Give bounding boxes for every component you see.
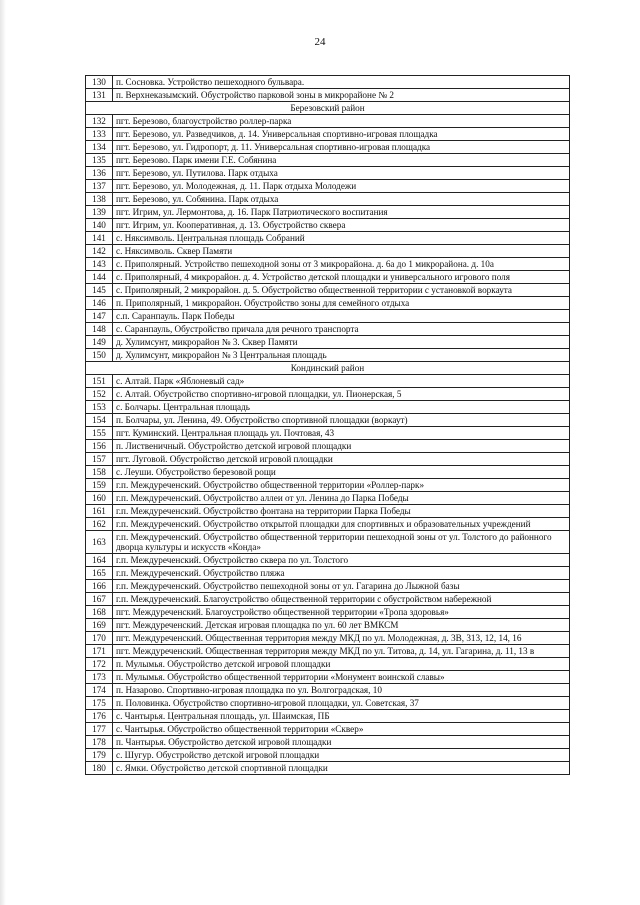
row-description: с. Приполярный, 4 микрорайон. д. 4. Устройство детской площадки и универсального игрового поля	[113, 271, 570, 284]
row-description: с. Приполярный, 2 микрорайон. д. 5. Обустройство общественной территории с установкой воркаута	[113, 284, 570, 297]
table-row	[86, 440, 570, 453]
row-description: г.п. Междуреченский. Обустройство пешеходной зоны от ул. Гагарина до Лыжной базы	[113, 580, 570, 593]
row-description: п. Мулымья. Обустройство детской игровой площадки	[113, 658, 570, 671]
row-number: 132	[86, 115, 113, 128]
row-number: 176	[86, 710, 113, 723]
table-row	[86, 76, 570, 89]
row-description: д. Хулимсунт, микрорайон № 3. Сквер Памяти	[113, 336, 570, 349]
table-row	[86, 154, 570, 167]
row-description: п. Верхнеказымский. Обустройство парковой зоны в микрорайоне № 2	[113, 89, 570, 102]
row-description: с. Болчары. Центральная площадь	[113, 401, 570, 414]
row-number: 147	[86, 310, 113, 323]
projects-table	[85, 75, 570, 775]
table-row	[86, 323, 570, 336]
table-row	[86, 697, 570, 710]
table-row	[86, 388, 570, 401]
table-row	[86, 414, 570, 427]
row-number: 140	[86, 219, 113, 232]
section-header-row	[86, 102, 570, 115]
row-number: 163	[86, 531, 113, 554]
section-title: Березовский район	[86, 102, 570, 115]
table-row	[86, 505, 570, 518]
table-row	[86, 89, 570, 102]
row-description: п. Мулымья. Обустройство общественной территории «Монумент воинской славы»	[113, 671, 570, 684]
table-row	[86, 180, 570, 193]
table-row	[86, 115, 570, 128]
row-description: с. Алтай. Обустройство спортивно-игровой площадки, ул. Пионерская, 5	[113, 388, 570, 401]
row-description: пгт. Междуреченский. Общественная территория между МКД по ул. Молодежная, д. 3В, 313, 12, 14, 16	[113, 632, 570, 645]
row-number: 150	[86, 349, 113, 362]
row-number: 157	[86, 453, 113, 466]
row-number: 161	[86, 505, 113, 518]
row-number: 143	[86, 258, 113, 271]
row-number: 138	[86, 193, 113, 206]
scan-edge-shadow	[0, 0, 6, 905]
page-number: 24	[314, 36, 326, 48]
table-row	[86, 349, 570, 362]
section-header-row	[86, 362, 570, 375]
table-row	[86, 479, 570, 492]
table-row	[86, 453, 570, 466]
row-number: 139	[86, 206, 113, 219]
section-title: Кондинский район	[86, 362, 570, 375]
table-row	[86, 518, 570, 531]
row-number: 142	[86, 245, 113, 258]
table-row	[86, 531, 570, 554]
row-number: 165	[86, 567, 113, 580]
row-number: 169	[86, 619, 113, 632]
row-description: г.п. Междуреченский. Обустройство аллеи от ул. Ленина до Парка Победы	[113, 492, 570, 505]
row-number: 141	[86, 232, 113, 245]
row-description: пгт. Междуреченский. Благоустройство общественной территории «Тропа здоровья»	[113, 606, 570, 619]
row-description: п. Лиственичный. Обустройство детской игровой площадки	[113, 440, 570, 453]
row-description: пгт. Березово, благоустройство роллер-парка	[113, 115, 570, 128]
row-description: г.п. Междуреченский. Обустройство фонтана на территории Парка Победы	[113, 505, 570, 518]
table-row	[86, 141, 570, 154]
row-number: 172	[86, 658, 113, 671]
table-row	[86, 167, 570, 180]
row-number: 154	[86, 414, 113, 427]
row-number: 133	[86, 128, 113, 141]
row-description: г.п. Междуреченский. Благоустройство общественной территории с обустройством набережной	[113, 593, 570, 606]
row-number: 167	[86, 593, 113, 606]
table-row	[86, 206, 570, 219]
table-row	[86, 219, 570, 232]
table-row	[86, 284, 570, 297]
table-row	[86, 232, 570, 245]
row-description: пгт. Березово. Парк имени Г.Е. Собянина	[113, 154, 570, 167]
row-description: пгт. Междуреченский. Общественная территория между МКД по ул. Титова, д. 14, ул. Гагарина, д. 11, 13 в	[113, 645, 570, 658]
row-number: 155	[86, 427, 113, 440]
row-description: пгт. Куминский. Центральная площадь ул. Почтовая, 43	[113, 427, 570, 440]
table-row	[86, 580, 570, 593]
table-row	[86, 193, 570, 206]
row-description: пгт. Березово, ул. Молодежная, д. 11. Парк отдыха Молодежи	[113, 180, 570, 193]
row-description: п. Назарово. Спортивно-игровая площадка по ул. Волгоградская, 10	[113, 684, 570, 697]
row-description: пгт. Березово, ул. Собянина. Парк отдыха	[113, 193, 570, 206]
table-row	[86, 736, 570, 749]
table-row	[86, 723, 570, 736]
table-row	[86, 427, 570, 440]
table-row	[86, 684, 570, 697]
row-description: с.п. Саранпауль. Парк Победы	[113, 310, 570, 323]
row-description: с. Няксимволь. Сквер Памяти	[113, 245, 570, 258]
row-number: 173	[86, 671, 113, 684]
row-description: с. Леуши. Обустройство березовой рощи	[113, 466, 570, 479]
table-row	[86, 632, 570, 645]
table-row	[86, 658, 570, 671]
row-description: с. Саранпауль, Обустройство причала для речного транспорта	[113, 323, 570, 336]
row-description: пгт. Березово, ул. Разведчиков, д. 14. Универсальная спортивно-игровая площадка	[113, 128, 570, 141]
row-description: д. Хулимсунт, микрорайон № 3 Центральная площадь	[113, 349, 570, 362]
table-row	[86, 554, 570, 567]
row-description: с. Чантырья. Центральная площадь, ул. Шаимская, ПБ	[113, 710, 570, 723]
row-description: с. Шугур. Обустройство детской игровой площадки	[113, 749, 570, 762]
projects-table-body	[86, 76, 570, 775]
row-description: с. Приполярный. Устройство пешеходной зоны от 3 микрорайона. д. 6а до 1 микрорайона. д. 10а	[113, 258, 570, 271]
row-number: 166	[86, 580, 113, 593]
row-number: 146	[86, 297, 113, 310]
row-number: 158	[86, 466, 113, 479]
row-number: 137	[86, 180, 113, 193]
row-description: г.п. Междуреченский. Обустройство пляжа	[113, 567, 570, 580]
row-description: п. Сосновка. Устройство пешеходного бульвара.	[113, 76, 570, 89]
table-row	[86, 128, 570, 141]
row-description: с. Няксимволь. Центральная площадь Собраний	[113, 232, 570, 245]
table-row	[86, 375, 570, 388]
table-row	[86, 271, 570, 284]
row-description: с. Алтай. Парк «Яблоневый сад»	[113, 375, 570, 388]
row-number: 159	[86, 479, 113, 492]
row-number: 135	[86, 154, 113, 167]
row-description: п. Чантырья. Обустройство детской игровой площадки	[113, 736, 570, 749]
row-number: 175	[86, 697, 113, 710]
row-number: 144	[86, 271, 113, 284]
row-number: 162	[86, 518, 113, 531]
row-number: 131	[86, 89, 113, 102]
row-description: пгт. Березово, ул. Путилова. Парк отдыха	[113, 167, 570, 180]
row-description: г.п. Междуреченский. Обустройство открытой площадки для спортивных и образовательных учреждений	[113, 518, 570, 531]
table-row	[86, 258, 570, 271]
row-number: 170	[86, 632, 113, 645]
row-number: 130	[86, 76, 113, 89]
row-number: 178	[86, 736, 113, 749]
row-number: 156	[86, 440, 113, 453]
table-row	[86, 492, 570, 505]
row-number: 145	[86, 284, 113, 297]
row-number: 149	[86, 336, 113, 349]
table-row	[86, 466, 570, 479]
table-row	[86, 401, 570, 414]
row-description: г.п. Междуреченский. Обустройство общественной территории «Роллер-парк»	[113, 479, 570, 492]
table-row	[86, 567, 570, 580]
row-description: пгт. Игрим, ул. Кооперативная, д. 13. Обустройство сквера	[113, 219, 570, 232]
table-row	[86, 245, 570, 258]
row-number: 160	[86, 492, 113, 505]
row-description: пгт. Междуреченский. Детская игровая площадка по ул. 60 лет ВМКСМ	[113, 619, 570, 632]
table-row	[86, 606, 570, 619]
row-description: с. Чантырья. Обустройство общественной территории «Сквер»	[113, 723, 570, 736]
row-number: 136	[86, 167, 113, 180]
row-number: 180	[86, 762, 113, 775]
row-number: 152	[86, 388, 113, 401]
table-row	[86, 762, 570, 775]
row-number: 171	[86, 645, 113, 658]
table-row	[86, 310, 570, 323]
row-number: 134	[86, 141, 113, 154]
row-number: 153	[86, 401, 113, 414]
row-description: с. Ямки. Обустройство детской спортивной площадки	[113, 762, 570, 775]
row-number: 151	[86, 375, 113, 388]
table-row	[86, 749, 570, 762]
row-number: 174	[86, 684, 113, 697]
table-row	[86, 297, 570, 310]
table-row	[86, 671, 570, 684]
row-description: пгт. Игрим, ул. Лермонтова, д. 16. Парк Патриотического воспитания	[113, 206, 570, 219]
table-row	[86, 619, 570, 632]
row-number: 168	[86, 606, 113, 619]
table-row	[86, 645, 570, 658]
row-description: г.п. Междуреченский. Обустройство сквера по ул. Толстого	[113, 554, 570, 567]
row-description: п. Приполярный, 1 микрорайон. Обустройство зоны для семейного отдыха	[113, 297, 570, 310]
table-row	[86, 710, 570, 723]
row-description: п. Половинка. Обустройство спортивно-игровой площадки, ул. Советская, 37	[113, 697, 570, 710]
row-description: пгт. Березово, ул. Гидропорт, д. 11. Универсальная спортивно-игровая площадка	[113, 141, 570, 154]
table-row	[86, 593, 570, 606]
row-description: г.п. Междуреченский. Обустройство общественной территории пешеходной зоны от ул. Толстого до районного дворца культуры и искусств «Конда»	[113, 531, 570, 554]
row-number: 177	[86, 723, 113, 736]
row-number: 164	[86, 554, 113, 567]
row-number: 148	[86, 323, 113, 336]
row-number: 179	[86, 749, 113, 762]
table-row	[86, 336, 570, 349]
row-description: п. Болчары, ул. Ленина, 49. Обустройство спортивной площадки (воркаут)	[113, 414, 570, 427]
row-description: пгт. Луговой. Обустройство детской игровой площадки	[113, 453, 570, 466]
